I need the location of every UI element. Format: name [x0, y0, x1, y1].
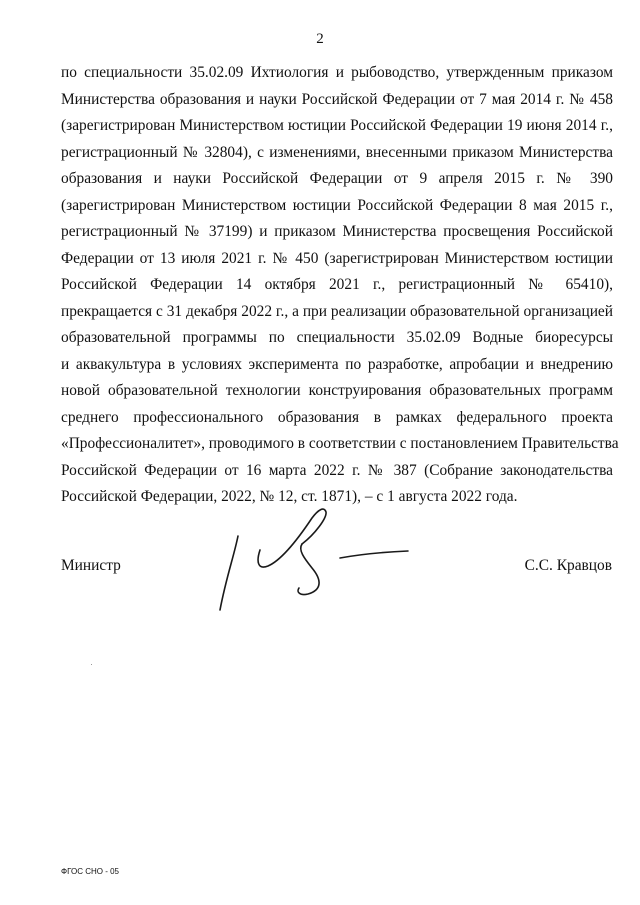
scan-speck [91, 664, 92, 665]
body-line: прекращается с 31 декабря 2022 г., а при реализации образовательной организацией [61, 302, 613, 320]
body-line: новой образовательной технологии конструирования образовательных программ [61, 382, 613, 399]
document-body [61, 60, 619, 511]
body-line: Российской Федерации, 2022, № 12, ст. 1871), – с 1 августа 2022 года. [61, 488, 518, 505]
body-line: образовательной программы по специальности 35.02.09 Водные биоресурсы [61, 329, 613, 346]
body-line: среднего профессионального образования в рамках федерального проекта [61, 408, 613, 426]
signature-block [0, 498, 640, 628]
body-line: Российской Федерации 14 октября 2021 г., регистрационный № 65410), [61, 276, 613, 293]
body-line: и аквакультура в условиях эксперимента по разработке, апробации и внедрению [61, 355, 613, 373]
footer-code: ФГОС СНО - 05 [61, 867, 119, 876]
body-line: регистрационный № 32804), с изменениями, внесенными приказом Министерства [61, 143, 613, 161]
body-line: Федерации от 13 июля 2021 г. № 450 (зарегистрирован Министерством юстиции [61, 249, 613, 267]
body-line: (зарегистрирован Министерством юстиции Российской Федерации 8 мая 2015 г., [61, 196, 613, 214]
body-line: (зарегистрирован Министерством юстиции Российской Федерации 19 июня 2014 г., [61, 117, 613, 134]
signer-position: Министр [61, 557, 121, 574]
signer-name: С.С. Кравцов [524, 557, 612, 574]
page-number: 2 [316, 31, 324, 47]
body-line: регистрационный № 37199) и приказом Министерства просвещения Российской [61, 223, 613, 240]
body-line: Министерства образования и науки Российской Федерации от 7 мая 2014 г. № 458 [61, 90, 613, 108]
body-line: «Профессионалитет», проводимого в соответствии с постановлением Правительства [61, 435, 619, 452]
body-line: по специальности 35.02.09 Ихтиология и рыбоводство, утвержденным приказом [61, 64, 613, 81]
handwritten-signature [200, 498, 420, 623]
body-line: образования и науки Российской Федерации от 9 апреля 2015 г. № 390 [61, 170, 613, 187]
body-line: Российской Федерации от 16 марта 2022 г. № 387 (Собрание законодательства [61, 461, 613, 479]
